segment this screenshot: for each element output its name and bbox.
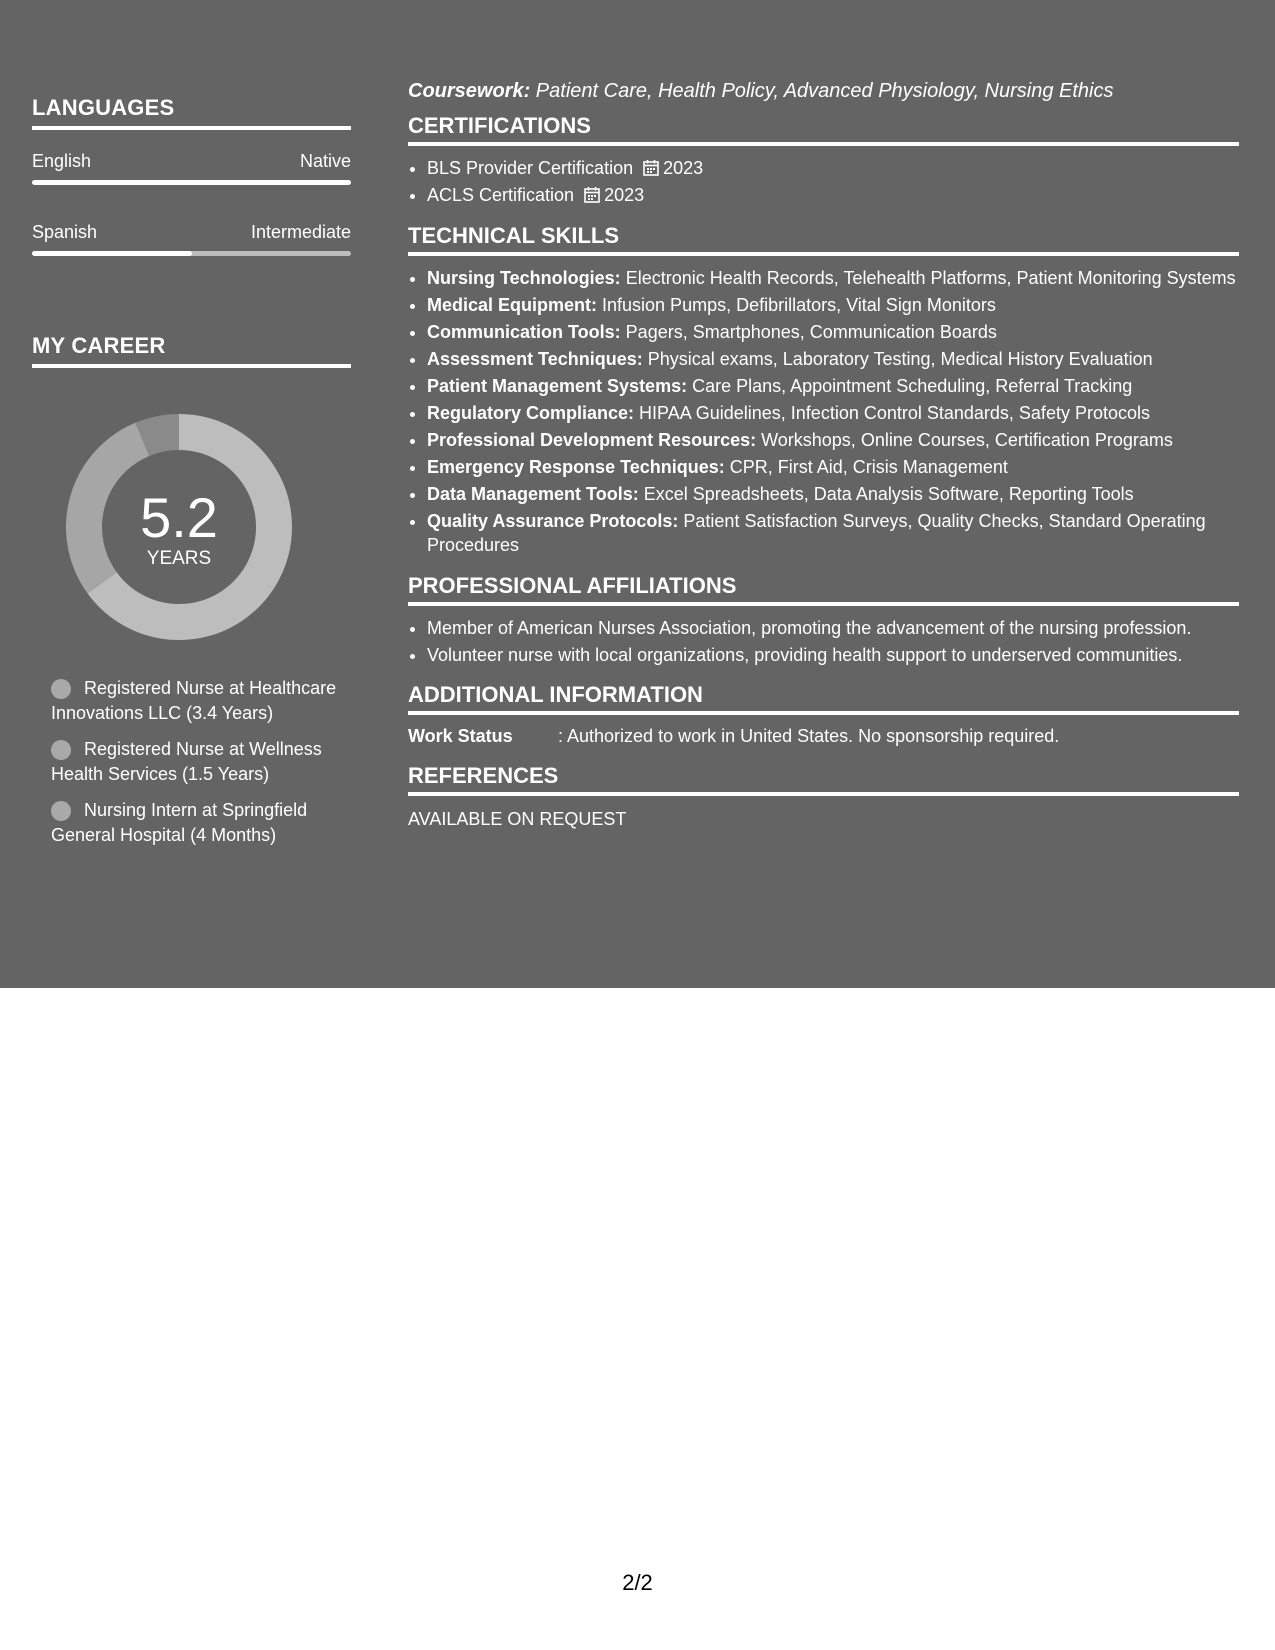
skill-label: Assessment Techniques: [427, 348, 643, 369]
language-proficiency-bar [32, 180, 351, 185]
work-status-row [408, 724, 1239, 748]
skill-item [427, 482, 1239, 507]
skill-label: Data Management Tools: [427, 483, 639, 504]
language-proficiency-fill [32, 180, 351, 185]
skill-item [427, 293, 1239, 318]
certification-year: 2023 [604, 185, 645, 205]
career-dot-icon [51, 740, 71, 760]
career-dot-icon [51, 801, 71, 821]
skill-item [427, 428, 1239, 453]
skill-item [427, 401, 1239, 426]
left-column [32, 94, 351, 859]
certification-name: ACLS Certification [427, 185, 575, 205]
coursework-text: Patient Care, Health Policy, Advanced Physiology, Nursing Ethics [530, 80, 1114, 102]
career-list [32, 676, 351, 847]
affiliations-list [408, 616, 1239, 668]
career-title: MY CAREER [32, 332, 351, 368]
right-column [408, 78, 1239, 831]
calendar-icon [584, 186, 600, 203]
certifications-list [408, 156, 1239, 208]
skill-label: Nursing Technologies: [427, 267, 621, 288]
skill-label: Regulatory Compliance: [427, 402, 635, 423]
technical-skills-list [408, 266, 1239, 558]
skill-label: Quality Assurance Protocols: [427, 510, 679, 531]
affiliation-item: • Member of American Nurses Association, promoting the advancement of the nursing profession. [427, 616, 1239, 641]
coursework-label: Coursework: [408, 80, 531, 102]
skill-text: CPR, First Aid, Crisis Management [724, 456, 1008, 477]
career-item [51, 737, 351, 786]
professional-affiliations-title: PROFESSIONAL AFFILIATIONS [408, 572, 1239, 606]
skill-item [427, 320, 1239, 345]
work-status-value: : Authorized to work in United States. No sponsorship required. [558, 726, 1060, 746]
skill-text: Infusion Pumps, Defibrillators, Vital Sign Monitors [597, 294, 996, 315]
certification-item [427, 183, 1239, 208]
language-proficiency-fill [32, 251, 192, 256]
career-item [51, 676, 351, 725]
skill-item [427, 509, 1239, 558]
language-english [32, 150, 351, 185]
career-dot-icon [51, 679, 71, 699]
skill-item [427, 266, 1239, 291]
certifications-title: CERTIFICATIONS [408, 112, 1239, 146]
references-text: AVAILABLE ON REQUEST [408, 809, 627, 829]
languages-title: LANGUAGES [32, 94, 351, 130]
page-number: 2/2 [622, 1570, 653, 1595]
career-total-unit: YEARS [146, 548, 212, 569]
language-level: Intermediate [250, 222, 351, 242]
skill-text: Physical exams, Laboratory Testing, Medical History Evaluation [642, 348, 1153, 369]
career-item-text: Registered Nurse at Wellness Health Services (1.5 Years) [51, 739, 322, 784]
skill-item [427, 455, 1239, 480]
skill-label: Communication Tools: [427, 321, 621, 342]
technical-skills-title: TECHNICAL SKILLS [408, 222, 1239, 256]
certification-item [427, 156, 1239, 181]
references-title: REFERENCES [408, 762, 1239, 796]
skill-label: Emergency Response Techniques: [427, 456, 725, 477]
skill-item [427, 347, 1239, 372]
language-level: Native [299, 151, 351, 171]
career-item-text: Registered Nurse at Healthcare Innovations LLC (3.4 Years) [51, 678, 337, 723]
skill-text: Patient Satisfaction Surveys, Quality Checks, Standard Operating Procedures [427, 510, 1206, 555]
language-name: Spanish [32, 222, 98, 242]
skill-text: Excel Spreadsheets, Data Analysis Software, Reporting Tools [638, 483, 1134, 504]
skill-text: Workshops, Online Courses, Certification Programs [756, 429, 1173, 450]
language-proficiency-bar [32, 251, 351, 256]
career-donut-chart [66, 414, 292, 640]
affiliation-item: • Volunteer nurse with local organizations, providing health support to underserved communities. [427, 643, 1239, 668]
skill-text: Pagers, Smartphones, Communication Boards [620, 321, 997, 342]
skill-label: Professional Development Resources: [427, 429, 757, 450]
skill-label: Patient Management Systems: [427, 375, 688, 396]
career-total-value: 5.2 [140, 486, 218, 549]
language-spanish [32, 221, 351, 256]
skill-text: HIPAA Guidelines, Infection Control Standards, Safety Protocols [634, 402, 1150, 423]
work-status-label: Work Status [408, 726, 513, 746]
certification-name: BLS Provider Certification [427, 158, 634, 178]
calendar-icon [643, 159, 659, 176]
certification-year: 2023 [663, 158, 704, 178]
coursework-line [408, 78, 1239, 104]
skill-label: Medical Equipment: [427, 294, 598, 315]
additional-information-title: ADDITIONAL INFORMATION [408, 681, 1239, 715]
career-item [51, 798, 351, 847]
career-item-text: Nursing Intern at Springfield General Hospital (4 Months) [51, 800, 308, 845]
skill-item [427, 374, 1239, 399]
skill-text: Care Plans, Appointment Scheduling, Referral Tracking [687, 375, 1133, 396]
language-name: English [32, 151, 92, 171]
skill-text: Electronic Health Records, Telehealth Platforms, Patient Monitoring Systems [620, 267, 1236, 288]
